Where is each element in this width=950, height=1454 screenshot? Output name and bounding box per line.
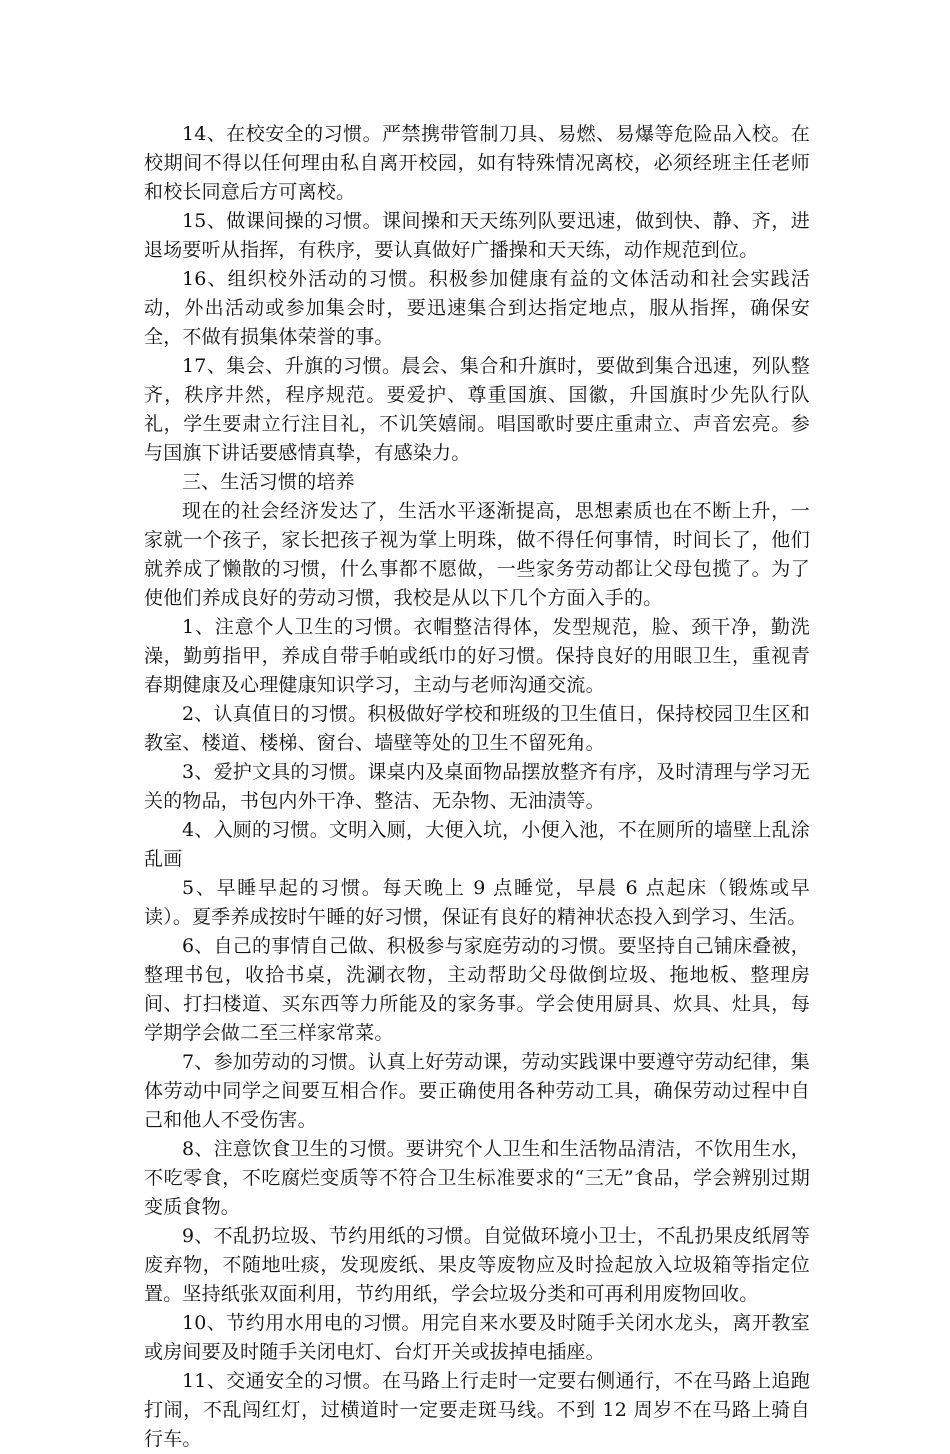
- paragraph-7-labor: 7、参加劳动的习惯。认真上好劳动课，劳动实践课中要遵守劳动纪律，集体劳动中同学之间要互相合作。要正确使用各种劳动工具，确保劳动过程中自己和他人不受伤害。: [144, 1051, 810, 1131]
- paragraph-4-toilet: 4、入厕的习惯。文明入厕，大便入坑，小便入池，不在厕所的墙壁上乱涂乱画: [144, 819, 810, 870]
- paragraph-6-housework: 6、自己的事情自己做、积极参与家庭劳动的习惯。要坚持自己铺床叠被，整理书包，收拾书桌，洗涮衣物，主动帮助父母做倒垃圾、拖地板、整理房间、打扫楼道、买东西等力所能及的家务事。学会使用厨具、炊具、灶具，每学期学会做二至三样家常菜。: [144, 935, 810, 1044]
- paragraph-5-sleep: 5、早睡早起的习惯。每天晚上 9 点睡觉，早晨 6 点起床（锻炼或早读）。夏季养成按时午睡的好习惯，保证有良好的精神状态投入到学习、生活。: [144, 877, 810, 928]
- section-heading: 三、生活习惯的培养: [182, 471, 355, 493]
- paragraph-1-hygiene: 1、注意个人卫生的习惯。衣帽整洁得体，发型规范，脸、颈干净，勤洗澡，勤剪指甲，养成自带手帕或纸巾的好习惯。保持良好的用眼卫生，重视青春期健康及心理健康知识学习，主动与老师沟通交流。: [144, 616, 810, 696]
- paragraph-16-outing: 16、组织校外活动的习惯。积极参加健康有益的文体活动和社会实践活动，外出活动或参加集会时，要迅速集合到达指定地点，服从指挥，确保安全，不做有损集体荣誉的事。: [144, 268, 810, 348]
- paragraph-10-utilities: 10、节约用水用电的习惯。用完自来水要及时随手关闭水龙头，离开教室或房间要及时随手关闭电灯、台灯开关或拔掉电插座。: [144, 1312, 810, 1363]
- paragraph-2-duty: 2、认真值日的习惯。积极做好学校和班级的卫生值日，保持校园卫生区和教室、楼道、楼梯、窗台、墙壁等处的卫生不留死角。: [144, 703, 810, 754]
- paragraph-11-traffic: 11、交通安全的习惯。在马路上行走时一定要右侧通行，不在马路上追跑打闹，不乱闯红灯，过横道时一定要走斑马线。不到 12 周岁不在马路上骑自行车。: [144, 1370, 810, 1450]
- paragraph-15-exercise: 15、做课间操的习惯。课间操和天天练列队要迅速，做到快、静、齐，进退场要听从指挥，有秩序，要认真做好广播操和天天练，动作规范到位。: [144, 210, 810, 261]
- paragraph-intro: 现在的社会经济发达了，生活水平逐渐提高，思想素质也在不断上升，一家就一个孩子，家长把孩子视为掌上明珠，做不得任何事情，时间长了，他们就养成了懒散的习惯，什么事都不愿做，一些家务劳动都让父母包揽了。为了使他们养成良好的劳动习惯，我校是从以下几个方面入手的。: [144, 500, 810, 609]
- paragraph-8-food: 8、注意饮食卫生的习惯。要讲究个人卫生和生活物品清洁，不饮用生水，不吃零食，不吃腐烂变质等不符合卫生标准要求的“三无”食品，学会辨别过期变质食物。: [144, 1138, 810, 1218]
- document-body: [144, 120, 810, 1454]
- paragraph-17-flag: 17、集会、升旗的习惯。晨会、集合和升旗时，要做到集合迅速，列队整齐，秩序井然，程序规范。要爱护、尊重国旗、国徽，升国旗时少先队行队礼，学生要肃立行注目礼，不讥笑嬉闹。唱国歌时要庄重肃立、声音宏亮。参与国旗下讲话要感情真挚，有感染力。: [144, 355, 810, 464]
- paragraph-14-safety: 14、在校安全的习惯。严禁携带管制刀具、易燃、易爆等危险品入校。在校期间不得以任何理由私自离开校园，如有特殊情况离校，必须经班主任老师和校长同意后方可离校。: [144, 123, 810, 203]
- paragraph-3-stationery: 3、爱护文具的习惯。课桌内及桌面物品摆放整齐有序，及时清理与学习无关的物品，书包内外干净、整洁、无杂物、无油渍等。: [144, 761, 810, 812]
- paragraph-9-litter: 9、不乱扔垃圾、节约用纸的习惯。自觉做环境小卫士，不乱扔果皮纸屑等废弃物，不随地吐痰，发现废纸、果皮等废物应及时捡起放入垃圾箱等指定位置。坚持纸张双面利用，节约用纸，学会垃圾分类和可再利用废物回收。: [144, 1225, 810, 1305]
